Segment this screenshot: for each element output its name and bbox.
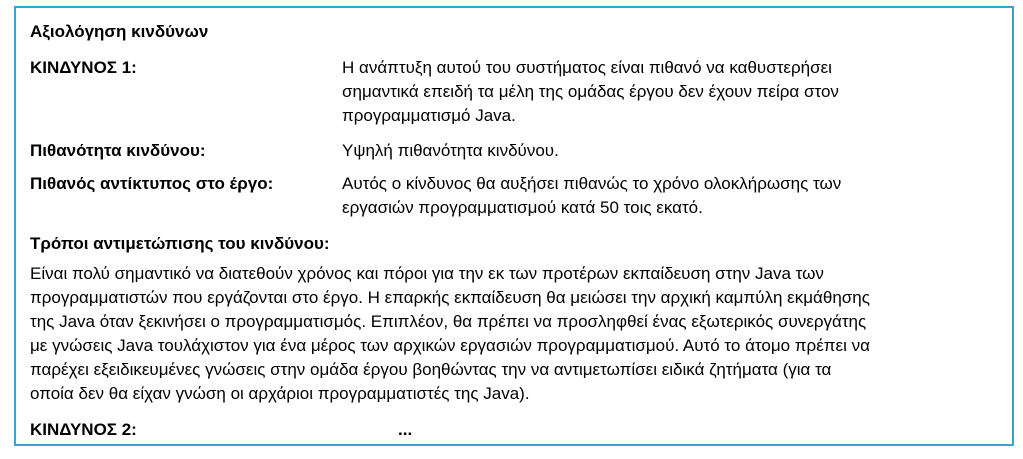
mitigation-line: της Java όταν ξεκινήσει ο προγραμματισμός. Επιπλέον, θα πρέπει να προσληφθεί ένας εξωτερικός συνεργάτης [30,312,867,331]
risk2-label: ΚΙΝΔΥΝΟΣ 2: [30,420,137,439]
risk1-description-line: σημαντικά επειδή τα μέλη της ομάδας έργου δεν έχουν πείρα στον [342,82,839,101]
mitigation-label: Τρόποι αντιμετώπισης του κινδύνου: [30,234,330,253]
impact-line: Αυτός ο κίνδυνος θα αυξήσει πιθανώς το χρόνο ολοκλήρωσης των [342,174,842,193]
probability-value: Υψηλή πιθανότητα κινδύνου. [342,141,559,160]
risk1-description-line: προγραμματισμό Java. [342,106,516,125]
mitigation-line: παρέχει εξειδικευμένες γνώσεις στην ομάδα έργου βοηθώντας την να αντιμετωπίσει ειδικά ζητήματα (για τα [30,360,832,379]
mitigation-line: προγραμματιστών που εργάζονται στο έργο. Η επαρκής εκπαίδευση θα μειώσει την αρχική καμπύλη εκμάθησης [30,288,870,307]
mitigation-line: Είναι πολύ σημαντικό να διατεθούν χρόνος και πόροι για την εκ των προτέρων εκπαίδευση στην Java των [30,264,824,283]
risk-assessment-box [14,6,1014,446]
mitigation-paragraph [30,262,1010,406]
impact-label: Πιθανός αντίκτυπος στο έργο: [30,174,274,193]
risk1-description-line: Η ανάπτυξη αυτού του συστήματος είναι πιθανό να καθυστερήσει [342,58,832,77]
mitigation-line: με γνώσεις Java τουλάχιστον για ένα μέρος των αρχικών εργασιών προγραμματισμού. Αυτό το άτομο πρέπει να [30,336,870,355]
impact-line: εργασιών προγραμματισμού κατά 50 τοις εκατό. [342,198,703,217]
mitigation-line: οποία δεν θα είχαν γνώση οι αρχάριοι προγραμματιστές της Java). [30,384,530,403]
risk1-label: ΚΙΝΔΥΝΟΣ 1: [30,58,137,77]
document-title: Αξιολόγηση κινδύνων [30,22,209,41]
probability-label: Πιθανότητα κινδύνου: [30,141,206,160]
risk2-ellipsis: ... [398,420,413,439]
